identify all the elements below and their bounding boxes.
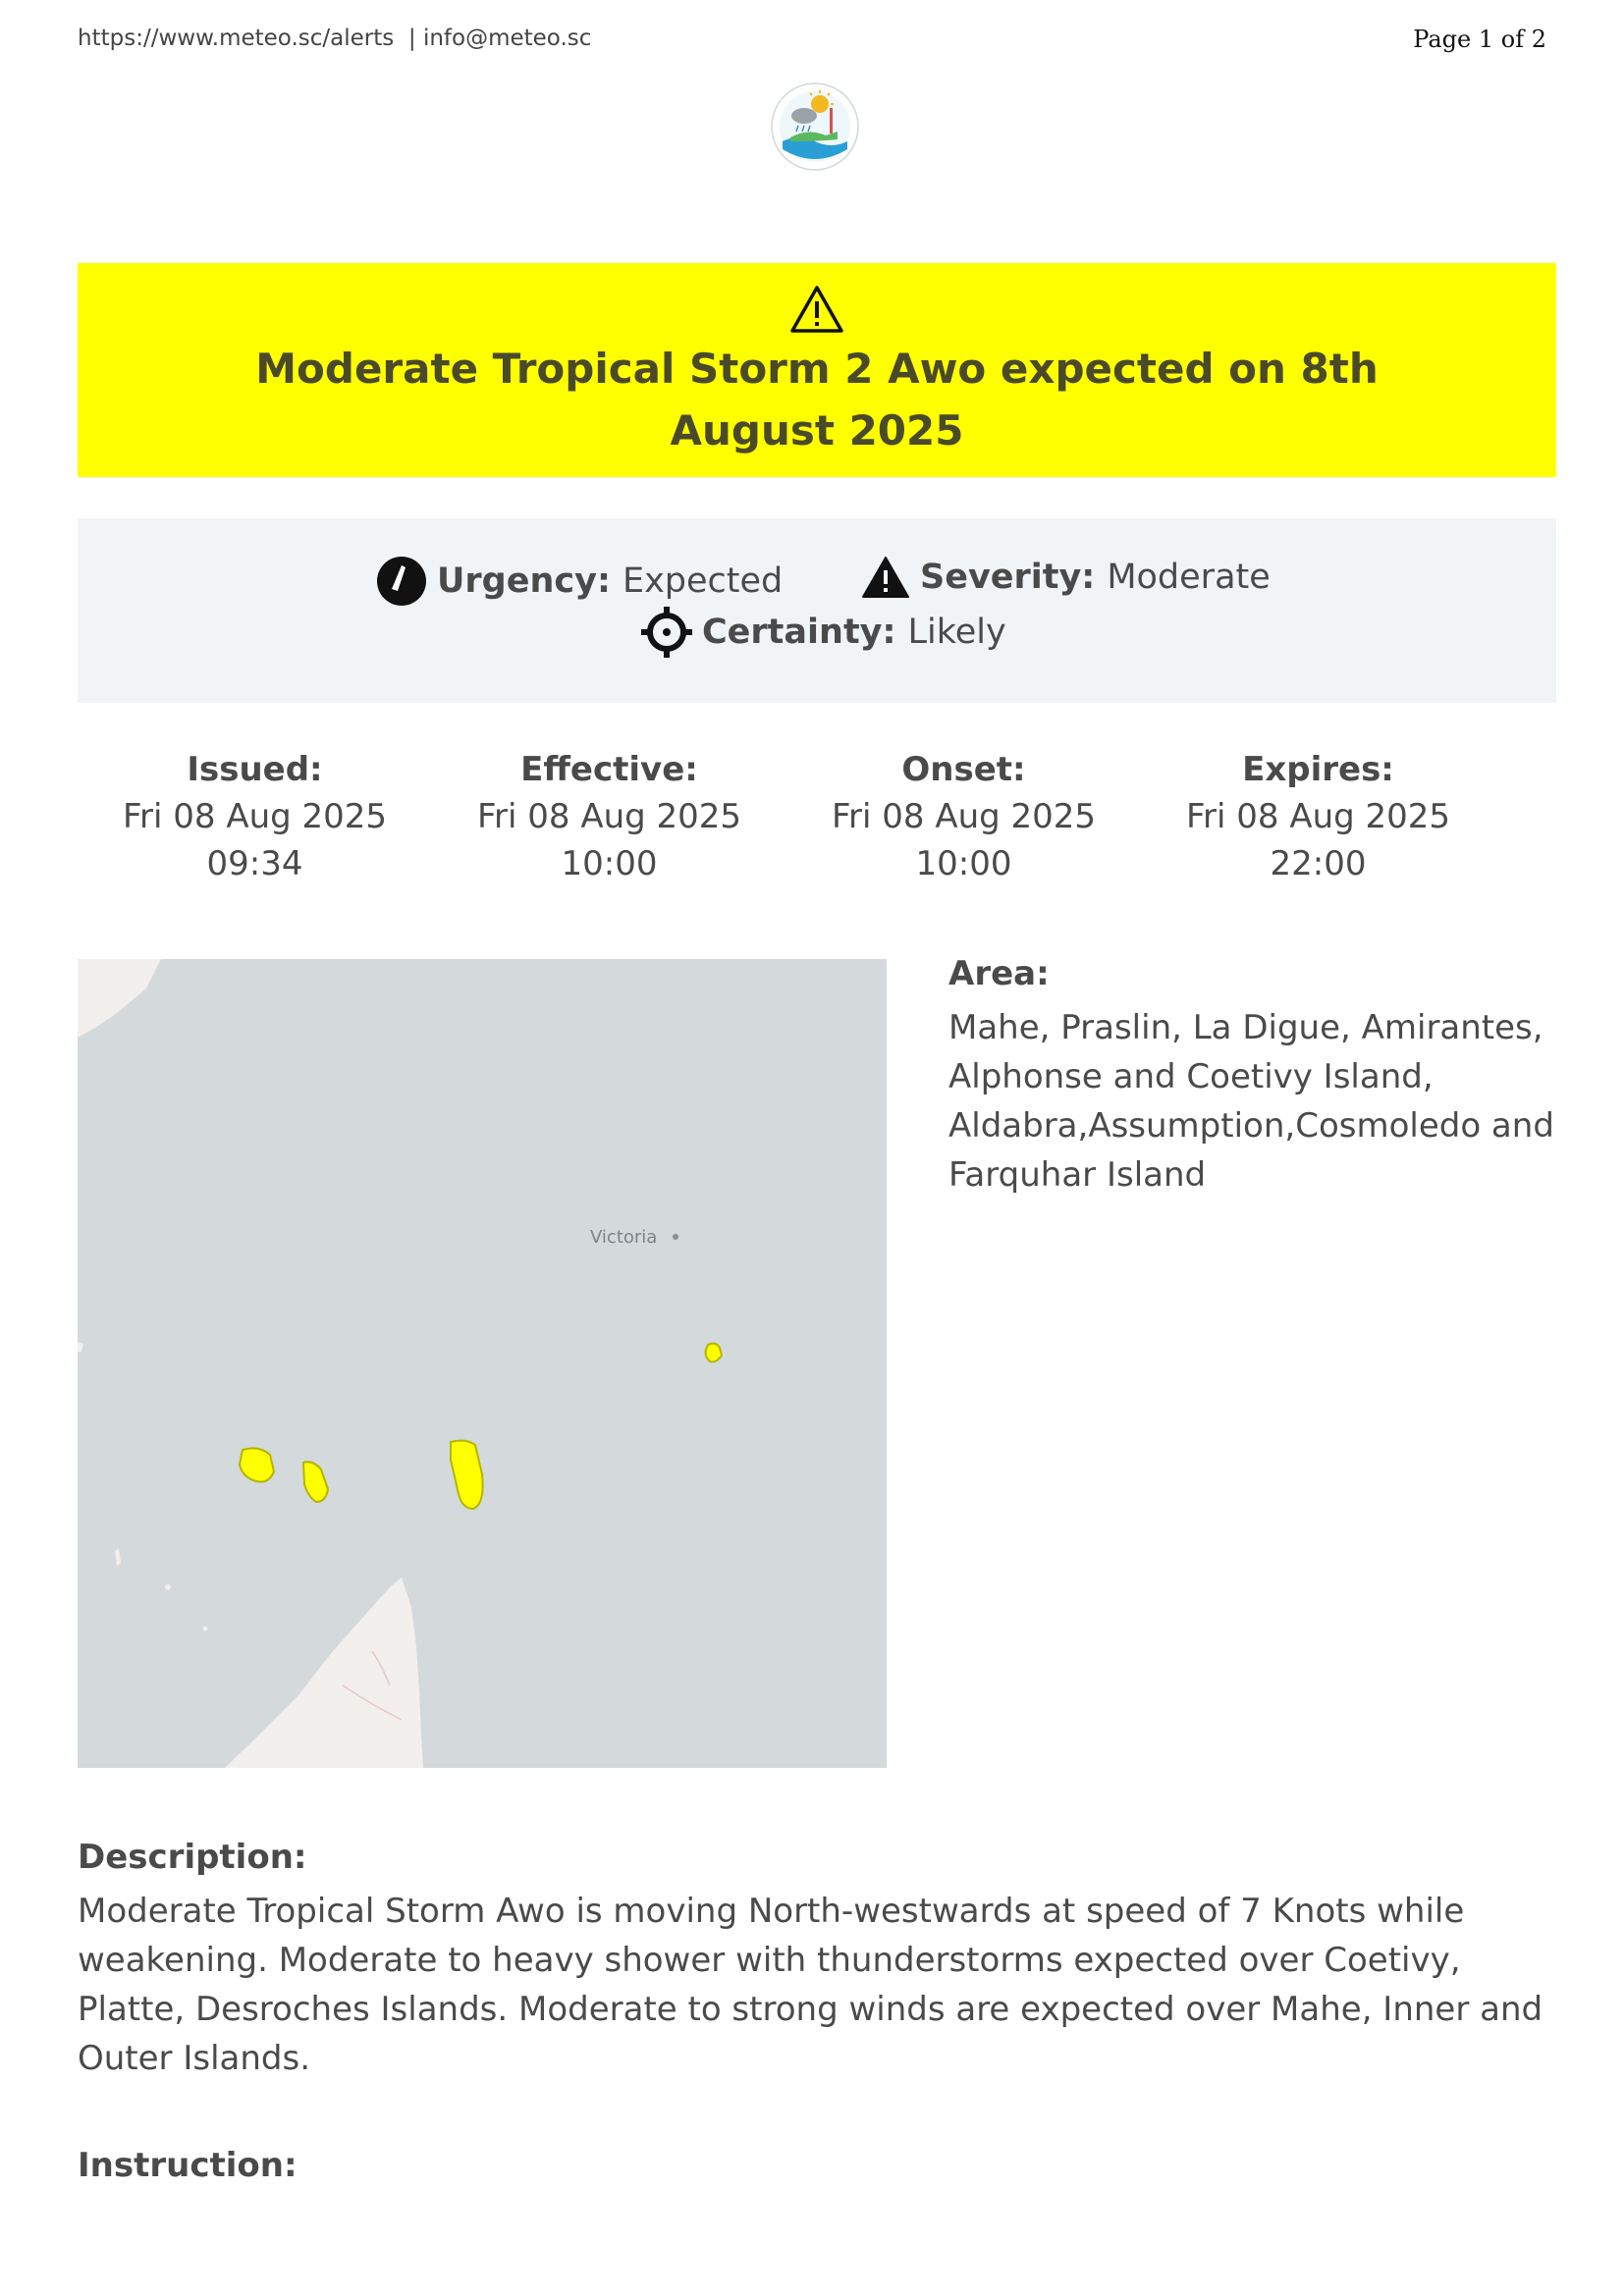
time-date: Fri 08 Aug 2025 <box>122 797 388 836</box>
time-label: Expires: <box>1242 750 1394 789</box>
severity-label: Severity: <box>920 558 1096 597</box>
onset-time <box>786 746 1141 887</box>
crosshair-certainty-icon <box>641 607 692 658</box>
time-clock: 09:34 <box>206 844 303 883</box>
area-label: Area: <box>948 954 1050 993</box>
islet <box>165 1584 171 1590</box>
alert-zone-polygon[interactable] <box>706 1344 723 1362</box>
map-place-label: Victoria <box>590 1227 658 1248</box>
severity-item <box>861 556 1271 599</box>
alert-title: Moderate Tropical Storm 2 Awo expected on 8th August 2025 <box>255 345 1379 454</box>
time-clock: 22:00 <box>1270 844 1367 883</box>
time-clock: 10:00 <box>915 844 1012 883</box>
time-label: Onset: <box>901 750 1026 789</box>
certainty-label: Certainty: <box>702 613 896 652</box>
severity-warning-icon <box>861 556 910 599</box>
time-date: Fri 08 Aug 2025 <box>476 797 742 836</box>
page-header-left: https://www.meteo.sc/alerts | info@meteo.sc <box>78 26 592 51</box>
certainty-item <box>641 607 1006 658</box>
description-label: Description: <box>78 1838 307 1877</box>
urgency-label: Urgency: <box>437 561 611 601</box>
meteorological-authority-logo <box>769 80 861 173</box>
area-text: Mahe, Praslin, La Digue, Amirantes, Alphonse and Coetivy Island, Aldabra,Assumption,Cosmoledo and Farquhar Island <box>948 1008 1554 1195</box>
urgency-item <box>376 556 783 607</box>
clock-urgency-icon <box>376 556 427 607</box>
alert-times <box>78 746 1495 887</box>
alert-banner <box>78 263 1556 477</box>
time-label: Issued: <box>187 750 323 789</box>
page-number: Page 1 of 2 <box>1413 26 1546 53</box>
description-text: Moderate Tropical Storm Awo is moving North-westwards at speed of 7 Knots while weakening. Moderate to heavy shower with thunderstorms expected over Coetivy, Platte, Desroches Islands. Moderate to strong winds are expected over Mahe, Inner and Outer Islands. <box>78 1892 1543 2078</box>
effective-time <box>432 746 786 887</box>
time-date: Fri 08 Aug 2025 <box>831 797 1097 836</box>
site-url[interactable]: https://www.meteo.sc/alerts <box>78 26 395 51</box>
expires-time <box>1141 746 1495 887</box>
city-dot-icon <box>673 1234 678 1240</box>
severity-value: Moderate <box>1107 558 1271 597</box>
map-canvas <box>78 959 887 1768</box>
urgency-value: Expected <box>622 561 784 601</box>
alert-area-map[interactable] <box>78 959 887 1768</box>
certainty-value: Likely <box>907 613 1006 652</box>
issued-time <box>78 746 432 887</box>
time-clock: 10:00 <box>561 844 658 883</box>
warning-triangle-icon <box>789 285 844 334</box>
time-label: Effective: <box>520 750 698 789</box>
contact-email[interactable]: info@meteo.sc <box>422 26 592 51</box>
alert-meta-panel <box>78 518 1556 703</box>
time-date: Fri 08 Aug 2025 <box>1185 797 1451 836</box>
instruction-label: Instruction: <box>78 2146 298 2185</box>
islet <box>203 1627 208 1631</box>
